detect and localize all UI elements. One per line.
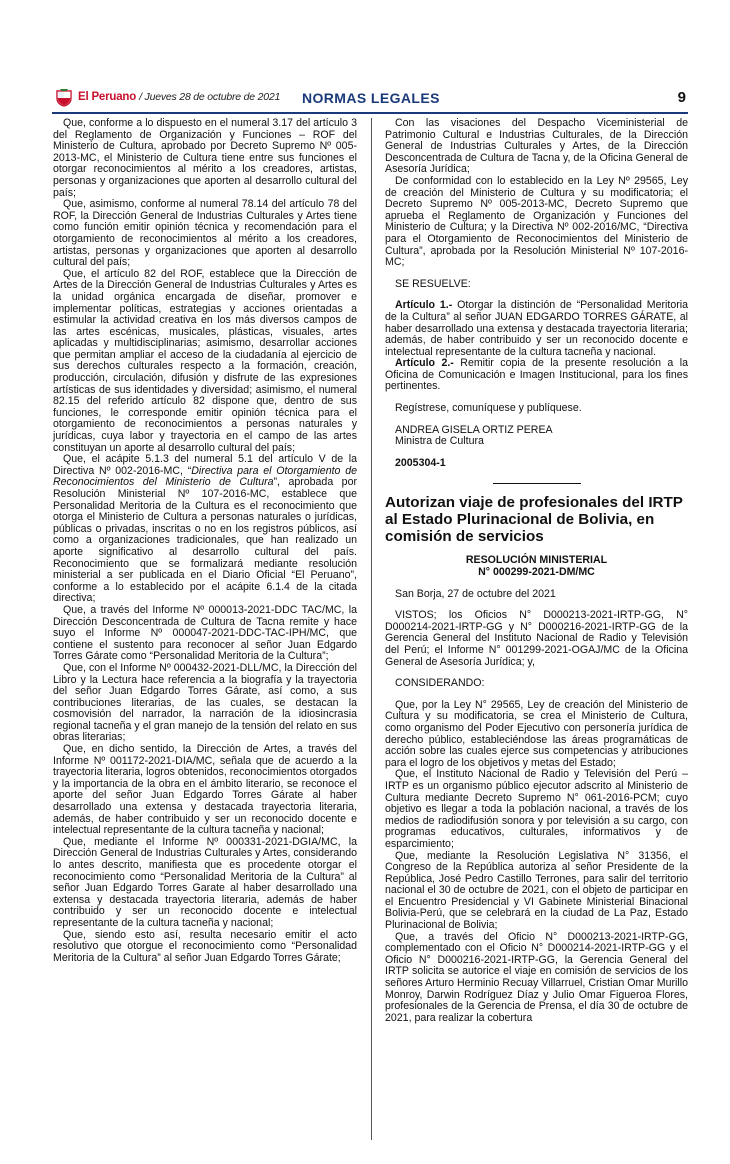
paragraph: Que, el Instituto Nacional de Radio y Televisión del Perú – IRTP es un organismo público ejecutor adscrito al Ministerio de Cultura mediante Decreto Supremo N° 061-2016-PCM; cuyo objetivo es llegar a toda la población nacional, a través de los medios de radiodifusión sonora y por televisión a su cargo, con programas educativos, culturales, informativos y de esparcimiento; [385, 768, 688, 850]
column-divider [371, 118, 372, 1140]
considering-heading: CONSIDERANDO: [395, 677, 485, 690]
article-2-text: Remitir copia de la presente resolución a la Oficina de Comunicación e Imagen Institucional, para los fines pertinentes. [385, 357, 688, 393]
paragraph: Que, mediante el Informe Nº 000331-2021-DGIA/MC, la Dirección General de Industrias Culturales y Artes, considerando lo antes descrito, manifiesta que es procedente otorgar el reconocimiento como “Personalidad Meritoria de la Cultura” al señor Juan Edgardo Torres Garate al haber desarrollado una extensa y destacada trayectoria literaria, además de haber contribuido y ser un reconocido docente e intelectual representante de la cultura tacneña y nacional; [53, 835, 357, 929]
paragraph: Que, asimismo, conforme al numeral 78.14 del artículo 78 del ROF, la Dirección General de Industrias Culturales y Artes tiene como función emitir opinión técnica y recomendación para el otorgamiento de reconocimientos al mérito a los creadores, artistas, personas y organizaciones que aporten al desarrollo cultural del país; [53, 198, 357, 269]
newspaper-brand [78, 91, 280, 103]
paragraph: Que, a través del Oficio N° D000213-2021-IRTP-GG, complementado con el Oficio N° D000214-2021-IRTP-GG y el Oficio N° D000216-2021-IRTP-GG, la Gerencia General del IRTP solicita se autorice el viaje en comisión de servicios de los señores Arturo Herminio Recuay Villarruel, Cristian Omar Murillo Monroy, Darwin Rodríguez Díaz y Julio Omar Figueroa Flores, profesionales de la Gerencia de Prensa, el día 30 de octubre de 2021, para realizar la cobertura [385, 930, 688, 1024]
left-column [53, 118, 357, 964]
section-title: NORMAS LEGALES [302, 90, 440, 106]
peru-coat-of-arms-icon [54, 88, 74, 108]
right-column [385, 118, 688, 1024]
issue-date: / Jueves 28 de octubre de 2021 [139, 91, 281, 103]
article-1-text: Otorgar la distinción de “Personalidad Meritoria de la Cultura” al señor JUAN EDGARDO TORRES GÁRATE, al haber desarrollado una extensa y destacada trayectoria literaria; además, de haber contribuido y ser un reconocido docente e intelectual representante de la cultura tacneña y nacional. [385, 299, 688, 358]
separator-rule [493, 483, 581, 484]
resolves-heading: SE RESUELVE: [395, 277, 471, 290]
paragraph: Que, por la Ley N° 29565, Ley de creación del Ministerio de Cultura y su modificatoria, se crea el Ministerio de Cultura, como organismo del Poder Ejecutivo con personería jurídica de derecho público, estableciéndose las áreas programáticas de acción sobre las cuales ejerce sus competencias y atribuciones para el logro de los objetivos y metas del Estado; [385, 698, 688, 769]
article-headline: Autorizan viaje de profesionales del IRTP al Estado Plurinacional de Bolivia, en comisión de servicios [385, 494, 683, 546]
paragraph: Que, el artículo 82 del ROF, establece que la Dirección de Artes de la Dirección General de Industrias Culturales y Artes es la unidad orgánica encargada de diseñar, promover e implementar políticas, estrategias y acciones orientadas a estimular la actividad creativa en los más diversos campos de las artes escénicas, musicales, plásticas, visuales, artes aplicadas y multidisciplinarias; asimismo, desarrollar acciones que permitan ampliar el acceso de la ciudadanía al ejercicio de sus derechos culturales respecto a la formación, creación, producción, circulación, difusión y disfrute de las expresiones artísticas de sus identidades y diversidad; asimismo, el numeral 82.15 del referido artículo 82 dispone que, dentro de sus funciones, le corresponde emitir opinión técnica para el otorgamiento de reconocimientos a personas naturales y jurídicas, cuya labor y trayectoria en el campo de las artes constituyan un aporte al desarrollo cultural del país; [53, 267, 357, 454]
paragraph-text: Que, el acápite 5.1.3 del numeral 5.1 del artículo V de la Directiva Nº 002-2016-MC, “ [53, 453, 357, 477]
document-code: 2005304-1 [395, 456, 446, 469]
paragraph: Que, a través del Informe Nº 000013-2021-DDC TAC/MC, la Dirección Desconcentrada de Cultura de Tacna remite y hace suyo el Informe Nº 000047-2021-DDC-TAC-IPH/MC, que contiene el sustento para reconocer al señor Juan Edgardo Torres Gárate como “Personalidad Meritoria de la Cultura”; [53, 603, 357, 663]
place-date: San Borja, 27 de octubre del 2021 [395, 587, 556, 600]
paragraph-text: ”, aprobada por Resolución Ministerial Nº 107-2016-MC, establece que Personalidad Meritoria de la Cultura es el reconocimiento que otorga el Ministerio de Cultura a personas naturales o jurídicas, públicas o privadas, inscritas o no en los registros públicos, así como a organizaciones tradicionales, que han realizado un aporte significativo al desarrollo cultural del país. Reconocimiento que se formalizará mediante resolución ministerial a ser publicada en el Diario Oficial “El Peruano”, conforme a lo establecido por el acápite 6.1.4 de la citada directiva; [53, 476, 357, 605]
article-2-label: Artículo 2.- [395, 357, 454, 370]
closing-formula: Regístrese, comuníquese y publíquese. [395, 402, 582, 415]
header-rule [52, 112, 688, 114]
page-header [52, 86, 688, 112]
paragraph [53, 454, 357, 605]
directive-title: Directiva para el Otorgamiento de Reconocimientos del Ministerio de Cultura [53, 464, 357, 489]
signatory-title: Ministra de Cultura [395, 435, 484, 448]
paragraph: Que, con el Informe Nº 000432-2021-DLL/MC, la Dirección del Libro y la Lectura hace referencia a la biografía y la trayectoria del señor Juan Edgardo Torres Gárate, así como, a sus contribuciones literarias, de las cuales, se destacan la cosmovisión del narrador, la narración de la idiosincrasia regional tacneña y el gran manejo de la tensión del relato en sus obras literarias; [53, 661, 357, 744]
article-1-label: Artículo 1.- [395, 299, 453, 312]
paragraph: Que, en dicho sentido, la Dirección de Artes, a través del Informe Nº 001172-2021-DIA/MC, señala que de acuerdo a la trayectoria literaria, logros obtenidos, reconocimientos otorgados y la importancia de la obra en el ámbito literario, se reconoce el aporte del señor Juan Edgardo Torres Gárate al haber desarrollado una extensa y destacada trayectoria literaria, además, de haber contribuido y ser un reconocido docente e intelectual representante de la cultura tacneña y nacional; [53, 743, 357, 837]
paragraph: Que, mediante la Resolución Legislativa N° 31356, el Congreso de la República autoriza al señor Presidente de la República, José Pedro Castillo Terrones, para salir del territorio nacional el 30 de octubre de 2021, con el objeto de participar en el Encuentro Presidencial y VI Gabinete Ministerial Binacional Bolivia-Perú, que se celebrará en la ciudad de La Paz, Estado Plurinacional de Bolivia; [385, 849, 688, 932]
resolution-title: RESOLUCIÓN MINISTERIAL [465, 554, 608, 567]
paragraph: Con las visaciones del Despacho Viceministerial de Patrimonio Cultural e Industrias Culturales, de la Dirección General de Industrias Culturales y Artes, de la Dirección Desconcentrada de Cultura de Tacna y, de la Oficina General de Asesoría Jurídica; [385, 117, 688, 176]
paragraph: Que, conforme a lo dispuesto en el numeral 3.17 del artículo 3 del Reglamento de Organización y Funciones – ROF del Ministerio de Cultura, aprobado por Decreto Supremo Nº 005-2013-MC, el Ministerio de Cultura tiene entre sus funciones el otorgar reconocimientos al mérito a los creadores, artistas, personas y organizaciones que aporten al desarrollo cultural del país; [53, 117, 357, 199]
paragraph: De conformidad con lo establecido en la Ley Nº 29565, Ley de creación del Ministerio de Cultura y su modificatoria; el Decreto Supremo Nº 005-2013-MC, Decreto Supremo que aprueba el Reglamento de Organización y Funciones del Ministerio de Cultura; y la Directiva Nº 002-2016/MC, “Directiva para el Otorgamiento de Reconocimientos del Ministerio de Cultura”, aprobada por la Resolución Ministerial Nº 107-2016-MC; [385, 174, 688, 269]
page-number: 9 [677, 89, 686, 106]
paragraph: Que, siendo esto así, resulta necesario emitir el acto resolutivo que otorgue el reconocimiento como “Personalidad Meritoria de la Cultura” al señor Juan Edgardo Torres Gárate; [53, 928, 357, 964]
resolution-number: N° 000299-2021-DM/MC [478, 566, 595, 579]
article-2 [385, 358, 688, 393]
vistos-paragraph: VISTOS; los Oficios N° D000213-2021-IRTP-GG, N° D000214-2021-IRTP-GG y N° D000216-2021-IRTP-GG de la Gerencia General del Instituto Nacional de Radio y Televisión del Perú; el Informe N° 001299-2021-OGAJ/MC de la Oficina General de Asesoría Jurídica; y, [385, 609, 688, 668]
signatory-name: ANDREA GISELA ORTIZ PEREA [395, 423, 553, 436]
article-1 [385, 300, 688, 358]
brand-name: El Peruano [78, 91, 137, 103]
